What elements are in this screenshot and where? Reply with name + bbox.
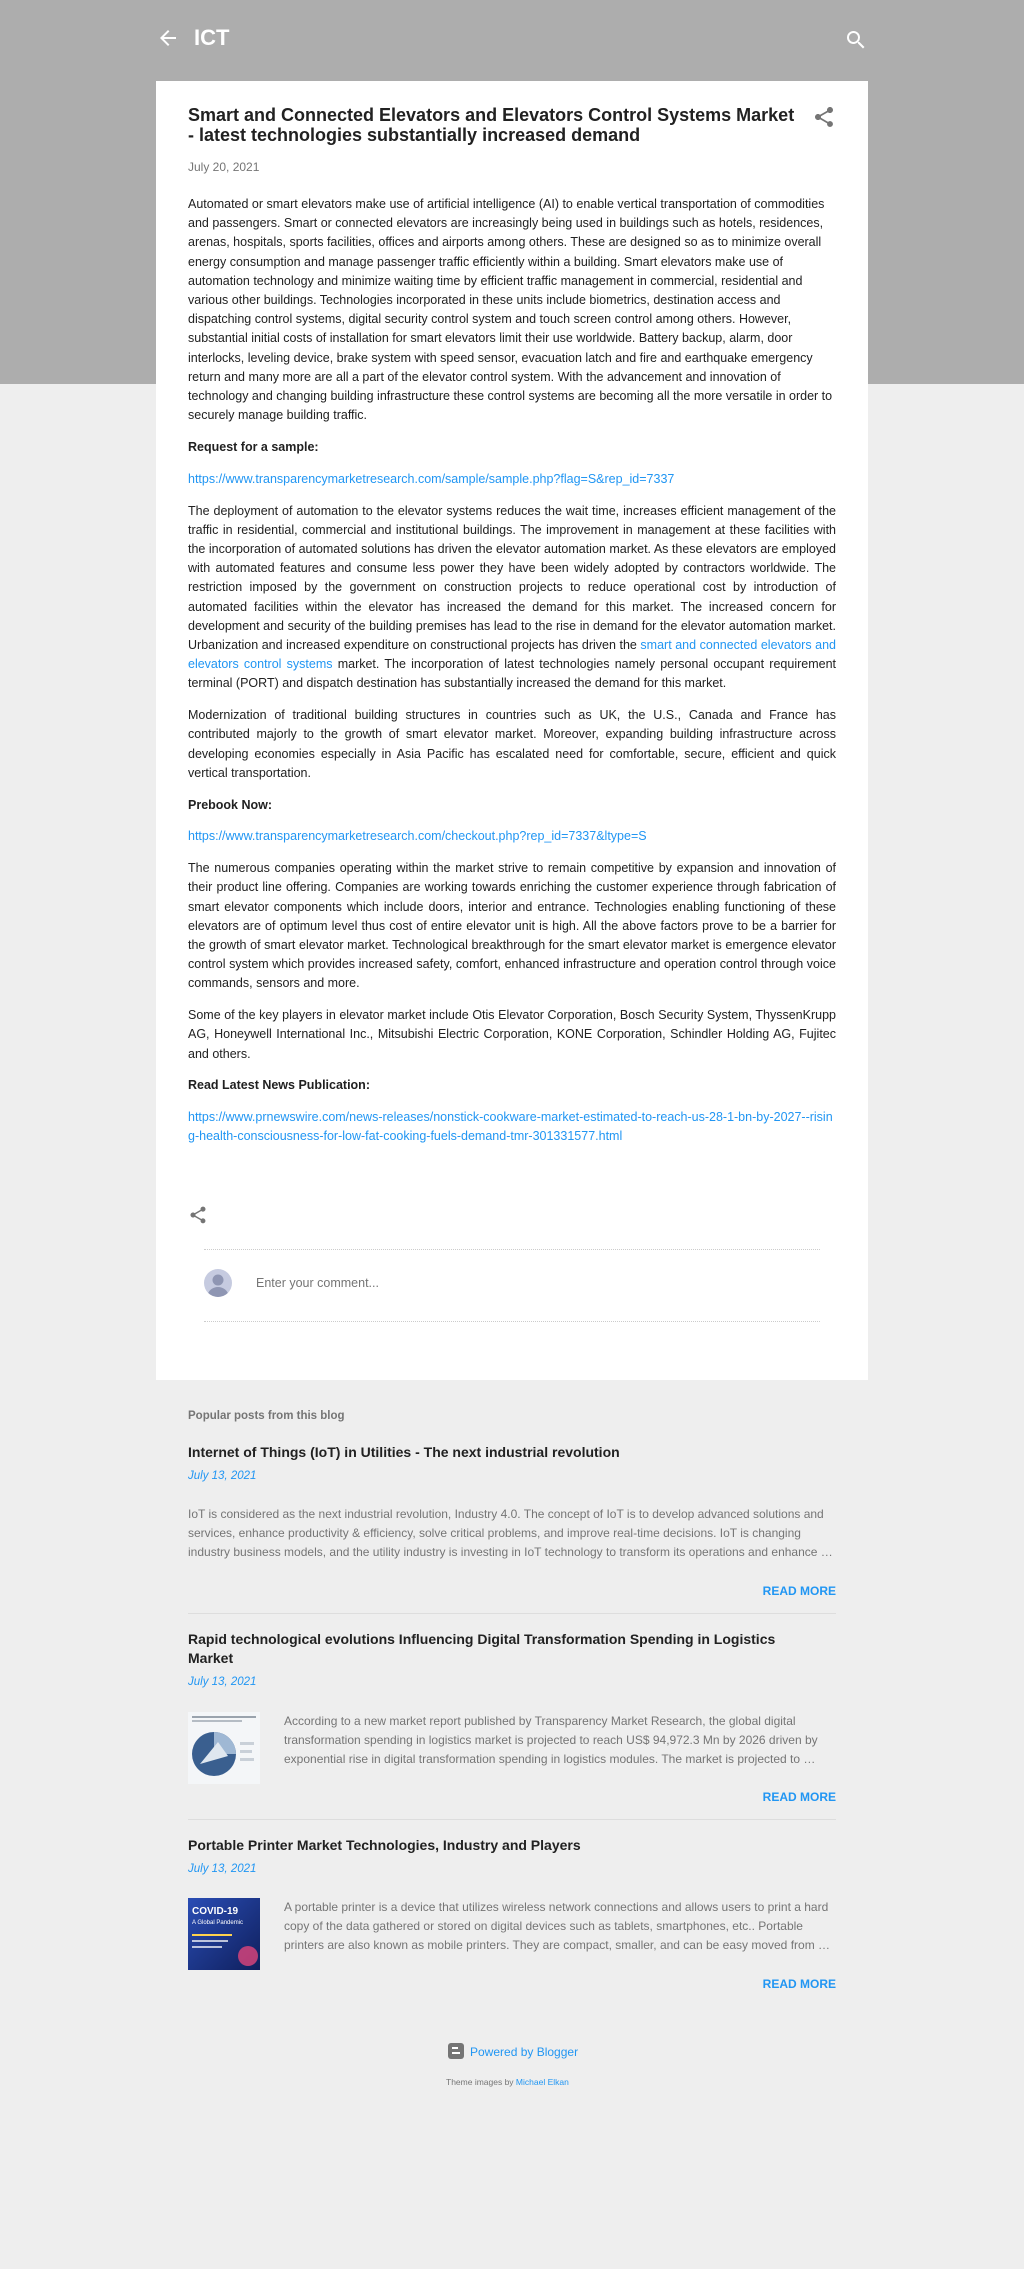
paragraph-text: market. The incorporation of latest technologies namely personal occupant requirement terminal (PORT) and dispatch destination has substantially increased the demand for this market. <box>188 657 836 691</box>
popular-heading: Popular posts from this blog <box>188 1410 345 1422</box>
popular-post-title[interactable]: Rapid technological evolutions Influencing Digital Transformation Spending in Logistics Market <box>188 1631 776 1666</box>
share-icon[interactable] <box>812 105 836 129</box>
post-paragraph: Automated or smart elevators make use of artificial intelligence (AI) to enable vertical transportation of commodities and passengers. Smart or connected elevators are increasingly being used in buildings such as hotels, residences, arenas, hospitals, sports facilities, offices and airports among others. These are designed so as to minimize overall energy consumption and manage passenger traffic efficiently within a building. Smart elevators make use of automation technology and minimize waiting time by efficient traffic management in commercial, residential and various other buildings. Technologies incorporated in these units include biometrics, destination access and dispatching control systems, digital security control system and touch screen control among others. However, substantial initial costs of installation for smart elevators limit their use worldwide. Battery backup, alarm, door interlocks, leveling device, brake system with speed sensor, evacuation latch and fire and earthquake emergency return and many more are all a part of the elevator control system. With the advancement and innovation of technology and changing building infrastructure these control systems are becoming all the more versatile in order to securely manage building traffic. <box>188 197 833 423</box>
post-thumbnail[interactable] <box>188 1898 260 1970</box>
read-more-link[interactable]: READ MORE <box>762 1584 836 1598</box>
theme-credit-text: Theme images by <box>446 2077 516 2087</box>
sample-label: Request for a sample: <box>188 440 319 455</box>
back-arrow-icon[interactable] <box>156 26 180 50</box>
post-paragraph: Modernization of traditional building structures in countries such as UK, the U.S., Canada and France has contributed majorly to the growth of smart elevator market. Moreover, expanding building infrastructure across developing economies especially in Asia Pacific has escalated need for comfortable, secure, efficient and quick vertical transportation. <box>188 708 836 780</box>
post-paragraph: The numerous companies operating within the market strive to remain competitive by expansion and innovation of their product line offering. Companies are working towards enriching the customer experience through fabrication of smart elevator components which include doors, interior and entrance. Technologies enabling functioning of these elevators are of optimum level thus cost of entire elevator unit is high. All the above factors prove to be a barrier for the growth of smart elevator market. Technological breakthrough for the smart elevator market is emergence elevator control system which provides increased safety, comfort, enhanced infrastructure and operation control through voice commands, sensors and more. <box>188 861 836 991</box>
prebook-link[interactable]: https://www.transparencymarketresearch.com/checkout.php?rep_id=7337&ltype=S <box>188 829 647 844</box>
news-link[interactable]: https://www.prnewswire.com/news-releases/nonstick-cookware-market-estimated-to-reach-us-28-1-bn-by-2027--rising-health-consciousness-for-low-fat-cooking-fuels-demand-tmr-301331577.html <box>188 1110 833 1144</box>
post-paragraph: Some of the key players in elevator market include Otis Elevator Corporation, Bosch Security System, ThyssenKrupp AG, Honeywell International Inc., Mitsubishi Electric Corporation, KONE Corporation, Schindler Holding AG, Fujitec and others. <box>188 1008 836 1061</box>
sample-link[interactable]: https://www.transparencymarketresearch.com/sample/sample.php?flag=S&rep_id=7337 <box>188 471 675 486</box>
comment-input[interactable] <box>256 1273 796 1293</box>
popular-post-snippet: IoT is considered as the next industrial revolution, Industry 4.0. The concept of IoT is to develop advanced solutions and services, enhance productivity & efficiency, solve critical problems, and improve real-time decisions. IoT is changing industry business models, and the utility industry is investing in IoT technology to transform its operations and enhance … <box>188 1507 833 1560</box>
popular-post <box>188 1836 836 1996</box>
powered-by-blogger-link[interactable] <box>448 2043 578 2059</box>
thumbnail-subtitle: A Global Pandemic <box>192 1920 244 1926</box>
popular-post-date[interactable]: July 13, 2021 <box>188 1676 257 1688</box>
divider <box>188 1819 836 1820</box>
popular-post-date[interactable]: July 13, 2021 <box>188 1863 257 1875</box>
theme-credit <box>446 2077 569 2087</box>
popular-post <box>188 1630 836 1810</box>
post-date[interactable]: July 20, 2021 <box>188 160 260 174</box>
read-more-link[interactable]: READ MORE <box>762 1977 836 1991</box>
search-icon[interactable] <box>844 28 868 52</box>
popular-post-date[interactable]: July 13, 2021 <box>188 1470 257 1482</box>
post-thumbnail[interactable] <box>188 1712 260 1784</box>
blog-header <box>156 0 868 80</box>
popular-post <box>188 1443 836 1603</box>
share-icon[interactable] <box>188 1205 208 1225</box>
prebook-label: Prebook Now: <box>188 797 273 812</box>
popular-post-snippet: According to a new market report published by Transparency Market Research, the global digital transformation spending in logistics market is projected to reach US$ 94,972.3 Mn by 2026 driven by exponential rise in digital transformation spending in logistics modules. The market is projected to … <box>284 1714 818 1767</box>
market-link[interactable]: smart and connected elevators and elevators control systems <box>188 638 836 672</box>
post-card <box>156 81 868 1380</box>
logistics-thumbnail-image <box>188 1712 260 1784</box>
news-label: Read Latest News Publication: <box>188 1078 370 1093</box>
avatar <box>204 1269 232 1297</box>
theme-author-link[interactable]: Michael Elkan <box>515 2077 569 2087</box>
divider <box>204 1249 820 1250</box>
post-paragraph <box>188 502 836 694</box>
post-body <box>188 195 836 1159</box>
popular-post-title[interactable]: Portable Printer Market Technologies, Industry and Players <box>188 1837 581 1853</box>
popular-post-snippet: A portable printer is a device that utilizes wireless network connections and allows users to print a hard copy of the data gathered or stored on digital devices such as tablets, smartphones, etc.. Portable printers are also known as mobile printers. They are compact, smaller, and can be easy moved from … <box>284 1900 831 1953</box>
divider <box>188 1613 836 1614</box>
popular-post-title[interactable]: Internet of Things (IoT) in Utilities - The next industrial revolution <box>188 1444 620 1460</box>
read-more-link[interactable]: READ MORE <box>762 1790 836 1804</box>
blogger-icon <box>448 2043 464 2059</box>
thumbnail-title: COVID-19 <box>192 1906 239 1917</box>
blog-title[interactable]: ICT <box>194 25 230 50</box>
powered-by-text: Powered by Blogger <box>470 2045 579 2059</box>
paragraph-text: The deployment of automation to the elevator systems reduces the wait time, increases efficient management of the traffic in residential, commercial and institutional buildings. The improvement in management at these facilities with the incorporation of automated solutions has driven the elevator automation market. As these elevators are employed with automated features and consume less power they have been widely adopted by contractors worldwide. The restriction imposed by the government on construction projects to reduce operational cost by introduction of automated facilities within the elevator has increased the demand for this market. The increased concern for development and security of the building premises has lead to the rise in demand for the elevator automation market. Urbanization and increased expenditure on constructional projects has driven the <box>188 503 836 653</box>
post-title: Smart and Connected Elevators and Elevators Control Systems Market - latest technologies substantially increased demand <box>188 105 795 145</box>
divider <box>204 1321 820 1322</box>
user-icon <box>204 1269 232 1297</box>
